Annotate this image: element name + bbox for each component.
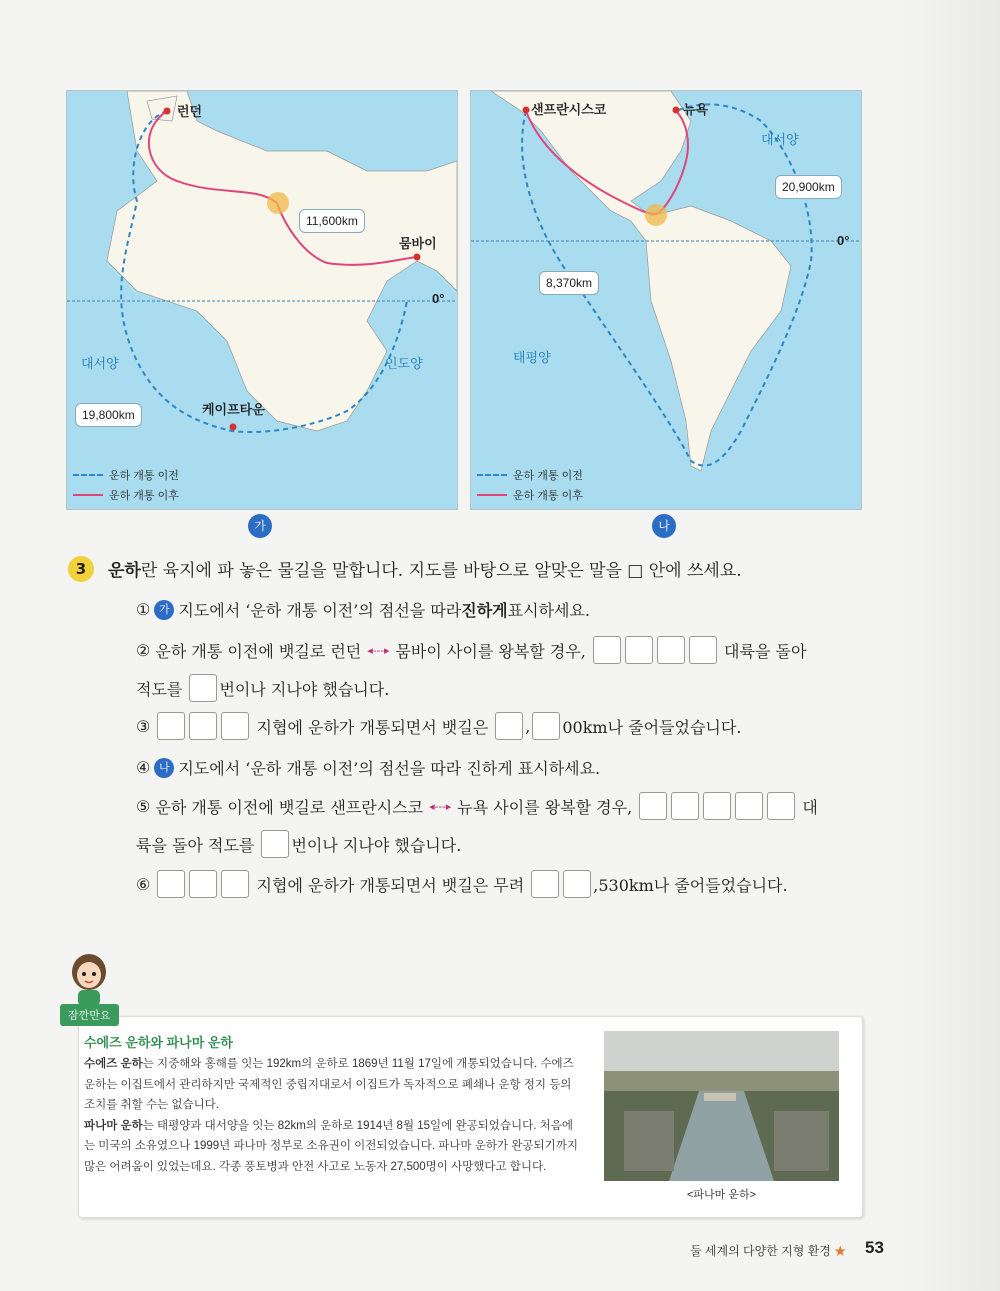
answer-box[interactable] bbox=[221, 712, 249, 740]
arrow-icon: ◂---▸ bbox=[367, 643, 390, 657]
item-text: 번이나 지나야 했습니다. bbox=[219, 679, 390, 699]
ocean-pacific: 태평양 bbox=[513, 350, 551, 365]
answer-box[interactable] bbox=[657, 636, 685, 664]
question-text: 란 육지에 파 놓은 물길을 말합니다. 지도를 바탕으로 알맞은 말을 □ 안에 쓰세요. bbox=[140, 561, 742, 581]
ocean-atlantic: 대서양 bbox=[81, 356, 119, 371]
answer-box[interactable] bbox=[671, 792, 699, 820]
item-text: 지협에 운하가 개통되면서 뱃길은 bbox=[256, 717, 489, 737]
question-prompt bbox=[108, 556, 742, 581]
note-tag: 잠깐만요 bbox=[60, 1004, 119, 1026]
item-text: 뭄바이 사이를 왕복할 경우, bbox=[395, 641, 586, 661]
photo-caption: <파나마 운하> bbox=[686, 1189, 757, 1201]
item-text: , bbox=[525, 716, 531, 736]
note-term-panama: 파나마 운하 bbox=[84, 1119, 143, 1132]
star-icon: ★ bbox=[834, 1244, 847, 1258]
equator-label-b: 0° bbox=[837, 233, 850, 248]
answer-box[interactable] bbox=[735, 792, 763, 820]
item-6 bbox=[136, 870, 788, 898]
city-ny: 뉴욕 bbox=[683, 102, 709, 117]
item-num: ② bbox=[136, 640, 151, 660]
item-text: 뉴욕 사이를 왕복할 경우, bbox=[457, 797, 633, 817]
answer-box[interactable] bbox=[563, 870, 591, 898]
answer-box[interactable] bbox=[639, 792, 667, 820]
answer-box[interactable] bbox=[495, 712, 523, 740]
item-text: ,530km나 줄어들었습니다. bbox=[593, 875, 788, 895]
city-capetown: 케이프타운 bbox=[202, 402, 265, 417]
item-text: 지도에서 ‘운하 개통 이전’의 점선을 따라 bbox=[178, 601, 462, 620]
legend-before-b: 운하 개통 이전 bbox=[513, 470, 583, 482]
item-5-cont bbox=[136, 830, 461, 858]
answer-box[interactable] bbox=[189, 712, 217, 740]
answer-box[interactable] bbox=[189, 870, 217, 898]
item-text: 번이나 지나야 했습니다. bbox=[291, 835, 462, 855]
answer-box[interactable] bbox=[157, 712, 185, 740]
answer-box[interactable] bbox=[157, 870, 185, 898]
answer-box[interactable] bbox=[532, 712, 560, 740]
inline-badge: 나 bbox=[154, 758, 174, 778]
item-5 bbox=[136, 792, 818, 820]
item-num: ③ bbox=[136, 716, 151, 736]
item-num: ⑤ bbox=[136, 796, 151, 816]
item-text: 운하 개통 이전에 뱃길로 샌프란시스코 bbox=[155, 797, 424, 817]
item-text: 지협에 운하가 개통되면서 뱃길은 무려 bbox=[256, 875, 525, 895]
panama-canal-photo bbox=[604, 1031, 839, 1181]
map-b-badge: 나 bbox=[652, 514, 676, 538]
item-text: 적도를 bbox=[136, 679, 183, 699]
distance-after: 11,600km bbox=[299, 209, 365, 233]
legend-before: 운하 개통 이전 bbox=[109, 470, 179, 482]
legend-after-b: 운하 개통 이후 bbox=[513, 490, 583, 502]
arrow-icon: ◂---▸ bbox=[429, 799, 452, 813]
item-num: ⑥ bbox=[136, 874, 151, 894]
distance-before-b: 20,900km bbox=[775, 175, 842, 199]
map-b bbox=[470, 90, 862, 510]
item-1 bbox=[136, 598, 590, 621]
footer bbox=[690, 1242, 846, 1259]
item-num: ① bbox=[136, 600, 151, 619]
answer-box[interactable] bbox=[189, 674, 217, 702]
item-text: 륙을 돌아 적도를 bbox=[136, 835, 255, 855]
answer-box[interactable] bbox=[593, 636, 621, 664]
item-bold: 진하게 bbox=[461, 601, 508, 620]
item-text: 운하 개통 이전에 뱃길로 런던 bbox=[155, 641, 362, 661]
answer-box[interactable] bbox=[261, 830, 289, 858]
map-b-land bbox=[471, 91, 861, 509]
answer-box[interactable] bbox=[531, 870, 559, 898]
note-paragraph: 는 지중해와 홍해를 잇는 192km의 운하로 1869년 11월 17일에 개통되었습니다. 수에즈 운하는 이집트에서 관리하지만 국제적인 중립지대로서 이집트가 독자적으로 폐쇄나 운항 정지 등의 조치를 취할 수는 없습니다. bbox=[84, 1058, 574, 1111]
note-title: 수에즈 운하와 파나마 운하 bbox=[84, 1035, 233, 1050]
item-3 bbox=[136, 712, 741, 740]
distance-before: 19,800km bbox=[75, 403, 142, 427]
city-sf: 샌프란시스코 bbox=[531, 102, 607, 117]
item-text: 지도에서 ‘운하 개통 이전’의 점선을 따라 진하게 표시하세요. bbox=[178, 759, 601, 778]
inline-badge: 가 bbox=[154, 600, 174, 620]
footer-text: 둘 세계의 다양한 지형 환경 bbox=[690, 1244, 831, 1258]
answer-box[interactable] bbox=[221, 870, 249, 898]
answer-box[interactable] bbox=[703, 792, 731, 820]
note-term-suez: 수에즈 운하 bbox=[84, 1058, 143, 1070]
city-mumbai: 뭄바이 bbox=[399, 236, 437, 251]
item-text: 대륙을 돌아 bbox=[724, 641, 807, 661]
character-icon bbox=[66, 950, 112, 1008]
item-2-cont bbox=[136, 674, 389, 702]
answer-box[interactable] bbox=[625, 636, 653, 664]
legend-after: 운하 개통 이후 bbox=[109, 490, 179, 502]
city-london: 런던 bbox=[177, 104, 203, 119]
ocean-atlantic-b: 대서양 bbox=[761, 132, 799, 147]
equator-label: 0° bbox=[432, 291, 445, 306]
question-word: 운하 bbox=[108, 561, 141, 581]
ocean-indian: 인도양 bbox=[385, 356, 423, 371]
item-2 bbox=[136, 636, 806, 664]
map-legend-b bbox=[477, 465, 583, 505]
question-number: 3 bbox=[68, 556, 94, 582]
item-text: 00km나 줄어들었습니다. bbox=[562, 717, 742, 737]
map-a-land bbox=[67, 91, 457, 509]
map-a bbox=[66, 90, 458, 510]
distance-after-b: 8,370km bbox=[539, 271, 599, 295]
item-text: 표시하세요. bbox=[507, 601, 590, 620]
map-legend bbox=[73, 465, 179, 505]
item-num: ④ bbox=[136, 758, 151, 777]
note-paragraph: 는 태평양과 대서양을 잇는 82km의 운하로 1914년 8월 15일에 완공되었습니다. 처음에는 미국의 소유였으나 1999년 파나마 정부로 소유권이 이전되었습니다. 파나마 운하가 완공되기까지 많은 어려움이 있었는데요. 각종 풍토병과 안전 사고로 노동자 27,500명이 사망했다고 합니다. bbox=[84, 1119, 578, 1173]
answer-box[interactable] bbox=[689, 636, 717, 664]
page-edge bbox=[900, 0, 1000, 1291]
note-text bbox=[84, 1054, 584, 1177]
page-number: 53 bbox=[865, 1238, 884, 1257]
item-text: 대 bbox=[802, 797, 818, 817]
map-a-badge: 가 bbox=[248, 514, 272, 538]
answer-box[interactable] bbox=[767, 792, 795, 820]
item-4 bbox=[136, 756, 600, 779]
